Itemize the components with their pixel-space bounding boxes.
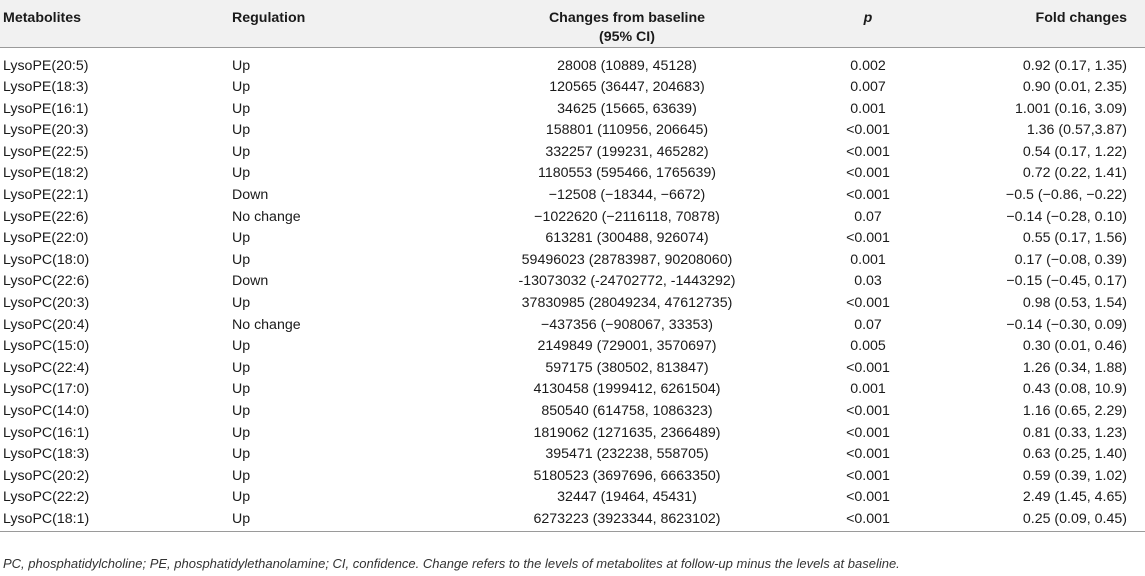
regulation-cell: Up [232, 403, 251, 419]
change-cell: −1022620 (−2116118, 70878) [534, 208, 720, 225]
regulation-cell: Up [232, 359, 251, 376]
fold-change-cell: −0.14 (−0.30, 0.09) [1006, 316, 1127, 333]
table-row [0, 401, 1145, 423]
table-row [0, 293, 1145, 315]
change-cell: 6273223 (3923344, 8623102) [456, 509, 798, 531]
change-cell: −12508 (−18344, −6672) [548, 187, 706, 204]
table-row [0, 77, 1145, 99]
change-cell: 850540 (614758, 1086323) [541, 403, 713, 419]
table-row [0, 423, 1145, 445]
metabolite-cell: LysoPE(18:3) [3, 79, 89, 96]
change-cell: 120565 (36447, 204683) [549, 79, 705, 96]
header-text: Metabolites [3, 10, 82, 26]
metabolite-cell: LysoPC(14:0) [3, 403, 90, 419]
regulation-cell: Up [232, 467, 251, 484]
table-row [0, 336, 1145, 358]
metabolite-cell: LysoPE(16:1) [3, 100, 89, 117]
regulation-cell: Up [232, 143, 251, 160]
regulation-cell: Up [232, 122, 251, 139]
spacer-row [0, 48, 1145, 56]
change-cell: 613281 (300488, 926074) [545, 230, 709, 247]
regulation-header [226, 0, 456, 48]
p-value-cell: <0.001 [846, 446, 890, 463]
changes-header [456, 0, 798, 48]
metabolite-cell: LysoPC(20:3) [3, 295, 90, 312]
table-row [0, 358, 1145, 380]
fold-change-cell: 0.55 (0.17, 1.56) [1022, 230, 1127, 247]
regulation-cell: Up [232, 230, 251, 247]
change-cell: 37830985 (28049234, 47612735) [521, 295, 733, 312]
p-value-cell: <0.001 [846, 230, 890, 247]
p-value-cell: <0.001 [846, 359, 890, 376]
fold-change-cell: 1.36 (0.57,3.87) [1026, 122, 1127, 139]
change-cell: 32447 (19464, 45431) [557, 489, 697, 506]
table-row [0, 56, 1145, 78]
regulation-cell: No change [232, 208, 301, 225]
regulation-cell: Up [232, 381, 251, 398]
regulation-cell: Up [232, 446, 251, 463]
regulation-cell: Up [232, 79, 251, 96]
p-value-cell: <0.001 [846, 295, 890, 312]
fold-change-cell: 0.59 (0.39, 1.02) [1022, 467, 1127, 484]
metabolite-cell: LysoPE(18:2) [3, 165, 89, 182]
table-row [0, 444, 1145, 466]
fold-change-cell: 0.43 (0.08, 10.9) [1022, 381, 1127, 398]
regulation-cell: Up [232, 165, 251, 182]
p-value-cell: 0.07 [854, 208, 882, 225]
p-value-cell: 0.03 [854, 273, 882, 290]
table-row [0, 466, 1145, 488]
change-cell: −437356 (−908067, 33353) [541, 316, 713, 333]
p-value-cell: <0.001 [846, 424, 890, 441]
p-value-cell: 0.001 [850, 100, 886, 117]
table-footnote: PC, phosphatidylcholine; PE, phosphatidylethanolamine; CI, confidence. Change refers to the levels of metabolites at follow-up minus the levels at baseline. [3, 556, 900, 571]
metabolite-cell: LysoPC(18:0) [3, 251, 90, 268]
fold-change-cell: −0.5 (−0.86, −0.22) [1005, 187, 1127, 204]
header-text: Changes from baseline [548, 10, 706, 26]
metabolite-cell: LysoPE(22:6) [3, 208, 89, 225]
change-cell: 332257 (199231, 465282) [545, 143, 709, 160]
metabolite-cell: LysoPC(20:2) [3, 467, 90, 484]
metabolite-cell: LysoPE(20:5) [3, 57, 89, 74]
regulation-cell: Up [232, 424, 251, 441]
p-value-cell: <0.001 [846, 467, 890, 484]
metabolite-cell: LysoPC(17:0) [3, 381, 90, 398]
table-header [0, 0, 1145, 48]
fold-change-cell: 0.25 (0.09, 0.45) [938, 509, 1145, 531]
p-value-cell: 0.005 [850, 338, 886, 355]
table-row [0, 250, 1145, 272]
regulation-cell: Up [232, 100, 251, 117]
metabolite-cell: LysoPC(20:4) [3, 316, 90, 333]
fold-change-cell: 1.001 (0.16, 3.09) [1014, 100, 1127, 117]
table-row [0, 228, 1145, 250]
table-row [0, 379, 1145, 401]
fold-changes-header [938, 0, 1145, 48]
header-text: Fold changes [1035, 10, 1127, 26]
table-row [0, 185, 1145, 207]
metabolite-cell: LysoPC(18:3) [3, 446, 90, 463]
p-value-cell: 0.007 [850, 79, 886, 96]
change-cell: 2149849 (729001, 3570697) [537, 338, 717, 355]
change-cell: -13073032 (-24702772, -1443292) [518, 273, 736, 290]
p-value-cell: <0.001 [846, 403, 890, 419]
p-value-cell: <0.001 [846, 143, 890, 160]
regulation-cell: Up [232, 251, 251, 268]
metabolite-cell: LysoPE(20:3) [3, 122, 89, 139]
header-text: Regulation [232, 10, 306, 26]
fold-change-cell: 0.90 (0.01, 2.35) [1022, 79, 1127, 96]
p-value-cell: <0.001 [846, 122, 890, 139]
table-row [0, 120, 1145, 142]
fold-change-cell: 0.30 (0.01, 0.46) [1022, 338, 1127, 355]
fold-change-cell: 0.17 (−0.08, 0.39) [1014, 251, 1127, 268]
table-row [0, 207, 1145, 229]
change-cell: 158801 (110956, 206645) [545, 122, 709, 139]
p-value-cell: <0.001 [846, 187, 890, 204]
metabolites-header [0, 0, 226, 48]
table-body [0, 48, 1145, 532]
fold-change-cell: 0.92 (0.17, 1.35) [1022, 57, 1127, 74]
table-row [0, 142, 1145, 164]
metabolite-cell: LysoPC(15:0) [3, 338, 90, 355]
fold-change-cell: 2.49 (1.45, 4.65) [1022, 489, 1127, 506]
table-row [0, 315, 1145, 337]
p-value-cell: 0.07 [854, 316, 882, 333]
regulation-cell: Up [232, 338, 251, 355]
p-value-cell: <0.001 [846, 489, 890, 506]
fold-change-cell: 0.72 (0.22, 1.41) [1022, 165, 1127, 182]
metabolite-cell: LysoPC(22:2) [3, 489, 90, 506]
regulation-cell: Up [232, 295, 251, 312]
p-value-cell: <0.001 [798, 509, 938, 531]
table-row [0, 509, 1145, 531]
regulation-cell: Down [232, 273, 269, 290]
change-cell: 5180523 (3697696, 6663350) [533, 467, 721, 484]
metabolite-cell: LysoPC(18:1) [0, 509, 226, 531]
metabolite-cell: LysoPC(16:1) [3, 424, 90, 441]
change-cell: 1180553 (595466, 1765639) [537, 165, 717, 182]
metabolite-cell: LysoPE(22:1) [3, 187, 89, 204]
metabolite-cell: LysoPC(22:6) [3, 273, 90, 290]
fold-change-cell: 0.63 (0.25, 1.40) [1022, 446, 1127, 463]
table-row [0, 163, 1145, 185]
regulation-cell: Up [226, 509, 456, 531]
metabolite-cell: LysoPE(22:5) [3, 143, 89, 160]
p-value-cell: 0.001 [850, 251, 886, 268]
fold-change-cell: 1.16 (0.65, 2.29) [1022, 403, 1127, 419]
regulation-cell: Up [232, 57, 251, 74]
p-value-cell: <0.001 [846, 165, 890, 182]
p-value-cell: 0.002 [850, 57, 886, 74]
regulation-cell: No change [232, 316, 301, 333]
change-cell: 597175 (380502, 813847) [545, 359, 709, 376]
fold-change-cell: 0.98 (0.53, 1.54) [1022, 295, 1127, 312]
fold-change-cell: −0.15 (−0.45, 0.17) [1006, 273, 1127, 290]
fold-change-cell: 1.26 (0.34, 1.88) [1022, 359, 1127, 376]
regulation-cell: Down [232, 187, 269, 204]
fold-change-cell: 0.54 (0.17, 1.22) [1022, 143, 1127, 160]
change-cell: 4130458 (1999412, 6261504) [533, 381, 721, 398]
fold-change-cell: −0.14 (−0.28, 0.10) [1006, 208, 1127, 225]
header-text: (95% CI) [599, 29, 655, 45]
regulation-cell: Up [232, 489, 251, 506]
table-row [0, 99, 1145, 121]
metabolite-cell: LysoPE(22:0) [3, 230, 89, 247]
header-text: p [863, 10, 873, 26]
change-cell: 1819062 (1271635, 2366489) [533, 424, 721, 441]
p-value-cell: 0.001 [850, 381, 886, 398]
table-row [0, 487, 1145, 509]
metabolite-cell: LysoPC(22:4) [3, 359, 90, 376]
p-value-header [798, 0, 938, 48]
change-cell: 395471 (232238, 558705) [545, 446, 709, 463]
fold-change-cell: 0.81 (0.33, 1.23) [1022, 424, 1127, 441]
change-cell: 34625 (15665, 63639) [557, 100, 697, 117]
table-row [0, 271, 1145, 293]
change-cell: 28008 (10889, 45128) [557, 57, 697, 74]
change-cell: 59496023 (28783987, 90208060) [521, 251, 733, 268]
